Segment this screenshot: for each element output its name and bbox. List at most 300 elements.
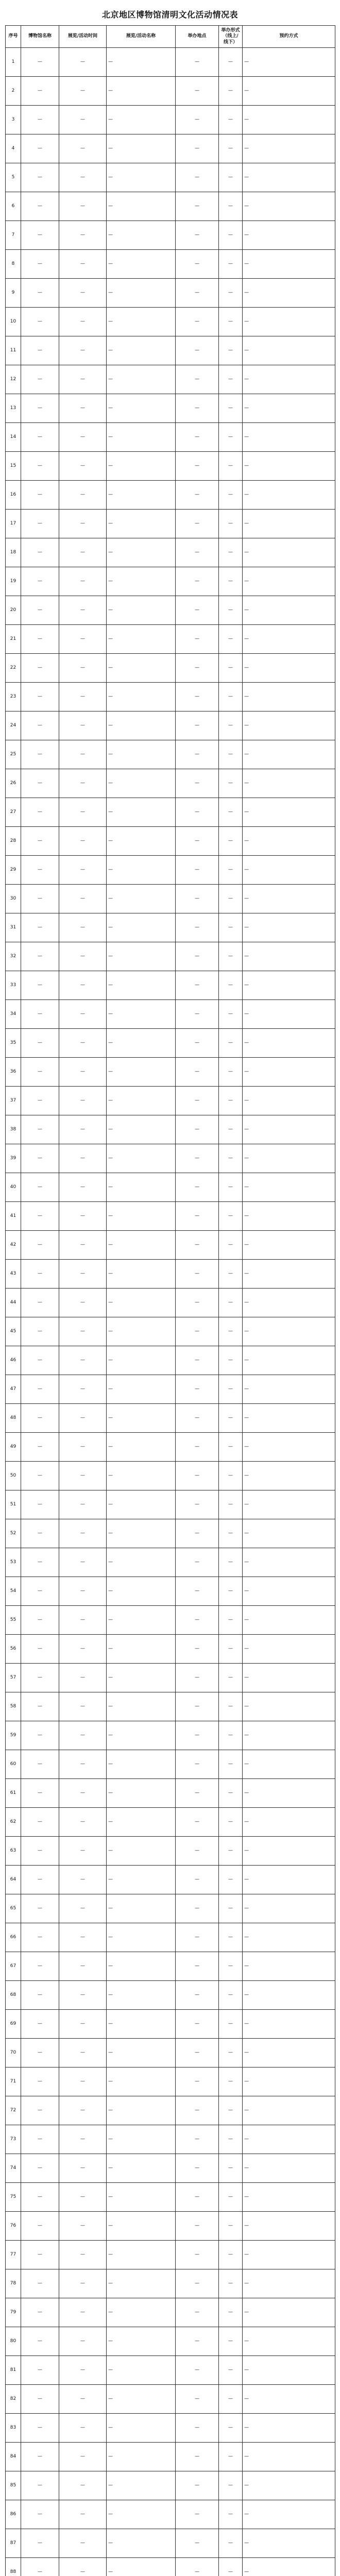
cell-name: —: [107, 2500, 176, 2529]
cell-museum: —: [21, 1087, 59, 1115]
cell-place: —: [176, 1866, 219, 1894]
cell-name: —: [107, 1837, 176, 1866]
header-name: 展览/活动名称: [107, 26, 176, 48]
cell-place: —: [176, 1952, 219, 1981]
cell-no: 3: [6, 106, 21, 134]
cell-booking: —: [243, 1202, 335, 1231]
cell-place: —: [176, 654, 219, 683]
cell-no: 54: [6, 1577, 21, 1606]
events-table: [5, 25, 335, 2576]
cell-place: —: [176, 2414, 219, 2443]
cell-booking: —: [243, 769, 335, 798]
cell-time: —: [59, 1923, 107, 1952]
cell-booking: —: [243, 2298, 335, 2327]
cell-booking: —: [243, 1144, 335, 1173]
cell-place: —: [176, 1894, 219, 1923]
cell-no: 40: [6, 1173, 21, 1202]
cell-time: —: [59, 1000, 107, 1029]
cell-name: —: [107, 192, 176, 221]
cell-name: —: [107, 683, 176, 711]
cell-booking: —: [243, 1462, 335, 1490]
table-row: [6, 2039, 335, 2067]
cell-no: 29: [6, 856, 21, 885]
cell-place: —: [176, 163, 219, 192]
cell-time: —: [59, 2356, 107, 2385]
table-row: [6, 1981, 335, 2010]
cell-place: —: [176, 1404, 219, 1433]
cell-place: —: [176, 567, 219, 596]
cell-time: —: [59, 394, 107, 423]
cell-mode: —: [219, 2183, 243, 2212]
cell-booking: —: [243, 77, 335, 106]
cell-time: —: [59, 77, 107, 106]
cell-booking: —: [243, 481, 335, 510]
cell-no: 57: [6, 1664, 21, 1692]
cell-no: 44: [6, 1289, 21, 1317]
cell-booking: —: [243, 1606, 335, 1635]
cell-no: 21: [6, 625, 21, 654]
cell-no: 8: [6, 250, 21, 279]
cell-name: —: [107, 308, 176, 336]
cell-museum: —: [21, 192, 59, 221]
cell-no: 2: [6, 77, 21, 106]
cell-time: —: [59, 2327, 107, 2356]
cell-mode: —: [219, 2067, 243, 2096]
cell-mode: —: [219, 769, 243, 798]
table-row: [6, 1317, 335, 1346]
cell-place: —: [176, 394, 219, 423]
cell-mode: —: [219, 134, 243, 163]
cell-time: —: [59, 1548, 107, 1577]
cell-name: —: [107, 1490, 176, 1519]
cell-no: 9: [6, 279, 21, 308]
cell-time: —: [59, 538, 107, 567]
cell-mode: —: [219, 2010, 243, 2039]
cell-no: 7: [6, 221, 21, 250]
cell-name: —: [107, 1548, 176, 1577]
cell-no: 24: [6, 711, 21, 740]
cell-museum: —: [21, 452, 59, 481]
cell-time: —: [59, 1577, 107, 1606]
cell-place: —: [176, 769, 219, 798]
cell-no: 1: [6, 48, 21, 77]
cell-booking: —: [243, 654, 335, 683]
cell-place: —: [176, 452, 219, 481]
cell-booking: —: [243, 1692, 335, 1721]
table-row: [6, 625, 335, 654]
cell-booking: —: [243, 1087, 335, 1115]
cell-place: —: [176, 1289, 219, 1317]
cell-name: —: [107, 2010, 176, 2039]
cell-mode: —: [219, 827, 243, 856]
cell-mode: —: [219, 1692, 243, 1721]
table-row: [6, 1664, 335, 1692]
cell-mode: —: [219, 1490, 243, 1519]
cell-mode: —: [219, 1144, 243, 1173]
cell-mode: —: [219, 1433, 243, 1462]
cell-museum: —: [21, 1375, 59, 1404]
cell-booking: —: [243, 2067, 335, 2096]
cell-mode: —: [219, 77, 243, 106]
cell-place: —: [176, 1519, 219, 1548]
cell-name: —: [107, 2183, 176, 2212]
cell-no: 62: [6, 1808, 21, 1837]
cell-time: —: [59, 48, 107, 77]
cell-museum: —: [21, 596, 59, 625]
cell-no: 12: [6, 365, 21, 394]
cell-place: —: [176, 1346, 219, 1375]
cell-no: 42: [6, 1231, 21, 1260]
cell-booking: —: [243, 1721, 335, 1750]
table-row: [6, 1115, 335, 1144]
cell-time: —: [59, 711, 107, 740]
cell-time: —: [59, 798, 107, 827]
table-header-row: [6, 26, 335, 48]
table-row: [6, 2269, 335, 2298]
cell-name: —: [107, 510, 176, 538]
table-row: [6, 2067, 335, 2096]
cell-booking: —: [243, 2443, 335, 2471]
cell-museum: —: [21, 48, 59, 77]
cell-mode: —: [219, 2414, 243, 2443]
table-row: [6, 827, 335, 856]
header-booking: 预约方式: [243, 26, 335, 48]
cell-name: —: [107, 250, 176, 279]
cell-mode: —: [219, 1606, 243, 1635]
cell-no: 55: [6, 1606, 21, 1635]
cell-time: —: [59, 2414, 107, 2443]
cell-no: 33: [6, 971, 21, 1000]
cell-booking: —: [243, 2327, 335, 2356]
cell-name: —: [107, 1058, 176, 1087]
cell-museum: —: [21, 308, 59, 336]
cell-name: —: [107, 596, 176, 625]
cell-name: —: [107, 1808, 176, 1837]
cell-place: —: [176, 1923, 219, 1952]
cell-booking: —: [243, 971, 335, 1000]
cell-museum: —: [21, 336, 59, 365]
cell-mode: —: [219, 1289, 243, 1317]
cell-name: —: [107, 2356, 176, 2385]
cell-name: —: [107, 1635, 176, 1664]
cell-no: 83: [6, 2414, 21, 2443]
cell-place: —: [176, 2241, 219, 2269]
cell-museum: —: [21, 654, 59, 683]
cell-booking: —: [243, 2529, 335, 2558]
cell-mode: —: [219, 192, 243, 221]
cell-booking: —: [243, 2241, 335, 2269]
cell-no: 27: [6, 798, 21, 827]
cell-time: —: [59, 2212, 107, 2241]
cell-time: —: [59, 1404, 107, 1433]
cell-name: —: [107, 942, 176, 971]
cell-booking: —: [243, 740, 335, 769]
cell-time: —: [59, 2125, 107, 2154]
cell-mode: —: [219, 596, 243, 625]
cell-museum: —: [21, 1029, 59, 1058]
table-row: [6, 654, 335, 683]
cell-name: —: [107, 1750, 176, 1779]
cell-time: —: [59, 1173, 107, 1202]
cell-no: 41: [6, 1202, 21, 1231]
cell-booking: —: [243, 1981, 335, 2010]
cell-museum: —: [21, 2010, 59, 2039]
cell-time: —: [59, 1894, 107, 1923]
cell-mode: —: [219, 538, 243, 567]
cell-time: —: [59, 1346, 107, 1375]
cell-museum: —: [21, 683, 59, 711]
document-title: 北京地区博物馆清明文化活动情况表: [5, 8, 335, 20]
cell-mode: —: [219, 2471, 243, 2500]
cell-name: —: [107, 2298, 176, 2327]
cell-place: —: [176, 1750, 219, 1779]
cell-place: —: [176, 1375, 219, 1404]
cell-place: —: [176, 1721, 219, 1750]
cell-name: —: [107, 2558, 176, 2576]
table-row: [6, 2500, 335, 2529]
cell-booking: —: [243, 567, 335, 596]
cell-booking: —: [243, 1000, 335, 1029]
table-row: [6, 1202, 335, 1231]
table-row: [6, 596, 335, 625]
cell-no: 36: [6, 1058, 21, 1087]
cell-time: —: [59, 1692, 107, 1721]
cell-place: —: [176, 1635, 219, 1664]
cell-mode: —: [219, 163, 243, 192]
cell-name: —: [107, 1577, 176, 1606]
table-row: [6, 1750, 335, 1779]
table-body: [6, 48, 335, 2576]
cell-museum: —: [21, 1750, 59, 1779]
cell-mode: —: [219, 2039, 243, 2067]
cell-name: —: [107, 423, 176, 452]
cell-name: —: [107, 106, 176, 134]
cell-booking: —: [243, 1375, 335, 1404]
cell-no: 88: [6, 2558, 21, 2576]
cell-time: —: [59, 250, 107, 279]
cell-mode: —: [219, 683, 243, 711]
cell-place: —: [176, 1606, 219, 1635]
cell-no: 47: [6, 1375, 21, 1404]
cell-no: 70: [6, 2039, 21, 2067]
cell-mode: —: [219, 971, 243, 1000]
cell-museum: —: [21, 711, 59, 740]
cell-booking: —: [243, 2183, 335, 2212]
cell-mode: —: [219, 1952, 243, 1981]
cell-no: 63: [6, 1837, 21, 1866]
cell-name: —: [107, 1866, 176, 1894]
cell-museum: —: [21, 1952, 59, 1981]
cell-no: 49: [6, 1433, 21, 1462]
cell-place: —: [176, 942, 219, 971]
table-row: [6, 2356, 335, 2385]
cell-name: —: [107, 2471, 176, 2500]
cell-place: —: [176, 1981, 219, 2010]
cell-name: —: [107, 1115, 176, 1144]
cell-museum: —: [21, 2298, 59, 2327]
cell-time: —: [59, 2558, 107, 2576]
cell-place: —: [176, 625, 219, 654]
cell-mode: —: [219, 1664, 243, 1692]
cell-museum: —: [21, 2212, 59, 2241]
cell-place: —: [176, 1202, 219, 1231]
cell-booking: —: [243, 134, 335, 163]
table-row: [6, 971, 335, 1000]
table-row: [6, 1606, 335, 1635]
cell-mode: —: [219, 1087, 243, 1115]
cell-museum: —: [21, 798, 59, 827]
cell-booking: —: [243, 1433, 335, 1462]
cell-no: 53: [6, 1548, 21, 1577]
cell-museum: —: [21, 2183, 59, 2212]
cell-booking: —: [243, 2500, 335, 2529]
cell-place: —: [176, 510, 219, 538]
cell-booking: —: [243, 1490, 335, 1519]
table-row: [6, 1808, 335, 1837]
cell-museum: —: [21, 856, 59, 885]
cell-booking: —: [243, 1404, 335, 1433]
cell-place: —: [176, 683, 219, 711]
cell-mode: —: [219, 1721, 243, 1750]
cell-time: —: [59, 1202, 107, 1231]
cell-mode: —: [219, 1058, 243, 1087]
cell-place: —: [176, 1808, 219, 1837]
cell-booking: —: [243, 2154, 335, 2183]
table-row: [6, 1692, 335, 1721]
cell-place: —: [176, 1462, 219, 1490]
cell-museum: —: [21, 365, 59, 394]
cell-name: —: [107, 2327, 176, 2356]
cell-mode: —: [219, 1519, 243, 1548]
cell-museum: —: [21, 2500, 59, 2529]
cell-museum: —: [21, 2067, 59, 2096]
cell-time: —: [59, 1115, 107, 1144]
table-row: [6, 1404, 335, 1433]
cell-place: —: [176, 1548, 219, 1577]
cell-name: —: [107, 1144, 176, 1173]
cell-time: —: [59, 2529, 107, 2558]
cell-no: 22: [6, 654, 21, 683]
cell-booking: —: [243, 1029, 335, 1058]
cell-no: 16: [6, 481, 21, 510]
cell-time: —: [59, 1462, 107, 1490]
cell-mode: —: [219, 856, 243, 885]
cell-booking: —: [243, 1173, 335, 1202]
cell-place: —: [176, 423, 219, 452]
cell-museum: —: [21, 2269, 59, 2298]
cell-time: —: [59, 2471, 107, 2500]
table-row: [6, 1144, 335, 1173]
cell-time: —: [59, 827, 107, 856]
cell-time: —: [59, 1721, 107, 1750]
header-time: 展览/活动时间: [59, 26, 107, 48]
cell-museum: —: [21, 1664, 59, 1692]
cell-mode: —: [219, 567, 243, 596]
cell-no: 46: [6, 1346, 21, 1375]
cell-booking: —: [243, 1058, 335, 1087]
cell-no: 13: [6, 394, 21, 423]
table-row: [6, 1433, 335, 1462]
table-row: [6, 77, 335, 106]
cell-name: —: [107, 1721, 176, 1750]
cell-museum: —: [21, 423, 59, 452]
cell-time: —: [59, 1087, 107, 1115]
cell-time: —: [59, 2269, 107, 2298]
cell-museum: —: [21, 942, 59, 971]
cell-booking: —: [243, 885, 335, 913]
cell-no: 64: [6, 1866, 21, 1894]
cell-mode: —: [219, 1808, 243, 1837]
table-row: [6, 683, 335, 711]
cell-time: —: [59, 913, 107, 942]
cell-booking: —: [243, 683, 335, 711]
cell-museum: —: [21, 1202, 59, 1231]
cell-museum: —: [21, 1260, 59, 1289]
cell-museum: —: [21, 1837, 59, 1866]
table-row: [6, 308, 335, 336]
cell-place: —: [176, 1115, 219, 1144]
cell-booking: —: [243, 1664, 335, 1692]
cell-mode: —: [219, 942, 243, 971]
cell-place: —: [176, 2067, 219, 2096]
cell-time: —: [59, 942, 107, 971]
cell-time: —: [59, 1664, 107, 1692]
table-header: [6, 26, 335, 48]
cell-booking: —: [243, 2414, 335, 2443]
cell-museum: —: [21, 163, 59, 192]
table-row: [6, 48, 335, 77]
cell-time: —: [59, 106, 107, 134]
cell-mode: —: [219, 1173, 243, 1202]
cell-museum: —: [21, 2096, 59, 2125]
cell-time: —: [59, 1260, 107, 1289]
cell-no: 52: [6, 1519, 21, 1548]
cell-time: —: [59, 856, 107, 885]
cell-museum: —: [21, 740, 59, 769]
cell-name: —: [107, 2269, 176, 2298]
cell-no: 20: [6, 596, 21, 625]
cell-time: —: [59, 1231, 107, 1260]
table-row: [6, 2125, 335, 2154]
cell-place: —: [176, 336, 219, 365]
cell-name: —: [107, 2039, 176, 2067]
cell-no: 43: [6, 1260, 21, 1289]
cell-time: —: [59, 1144, 107, 1173]
header-museum: 博物馆名称: [21, 26, 59, 48]
cell-time: —: [59, 567, 107, 596]
cell-place: —: [176, 2327, 219, 2356]
cell-booking: —: [243, 2125, 335, 2154]
cell-place: —: [176, 1490, 219, 1519]
table-row: [6, 567, 335, 596]
cell-no: 82: [6, 2385, 21, 2414]
cell-booking: —: [243, 1519, 335, 1548]
table-row: [6, 163, 335, 192]
cell-name: —: [107, 2529, 176, 2558]
table-row: [6, 2096, 335, 2125]
cell-no: 19: [6, 567, 21, 596]
cell-museum: —: [21, 1721, 59, 1750]
cell-no: 73: [6, 2125, 21, 2154]
table-row: [6, 1548, 335, 1577]
cell-place: —: [176, 711, 219, 740]
cell-mode: —: [219, 423, 243, 452]
cell-mode: —: [219, 1029, 243, 1058]
cell-booking: —: [243, 221, 335, 250]
cell-name: —: [107, 1202, 176, 1231]
cell-time: —: [59, 1433, 107, 1462]
cell-mode: —: [219, 913, 243, 942]
